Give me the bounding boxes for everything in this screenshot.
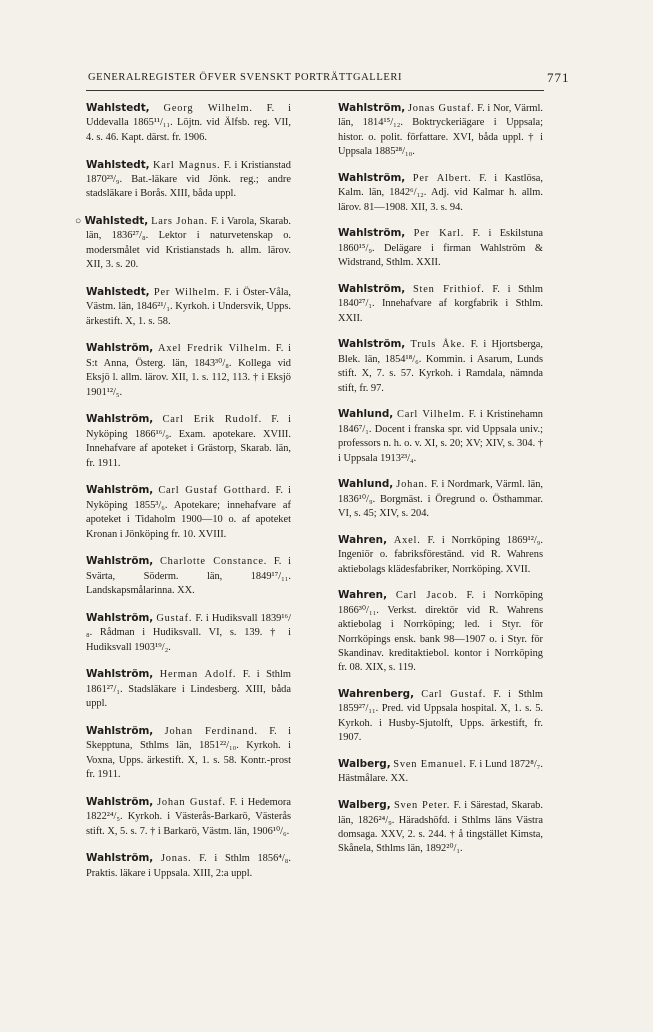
register-entry [338, 533, 543, 577]
entry-surname: Wahlund, [338, 478, 394, 491]
entry-surname: Wahlstedt, [86, 158, 150, 171]
header-rule [86, 90, 544, 91]
register-entry [338, 757, 543, 787]
entry-text: F. i S:t Anna, Österg. län, 1843³⁰/₈. Kollega vid Eksjö l. allm. lärov. XII, 1. s. 112, 113. † i Eksjö 1901¹²/₅. [86, 343, 292, 398]
entry-given-name: Lars Johan. [151, 216, 209, 228]
entry-given-name: Jonas Gustaf. [407, 103, 475, 114]
entry-surname: Wahren, [338, 589, 388, 602]
entry-text: F. i Svärta, Söderm. län, 1849¹⁷/₁₁. Landskapsmålarinna. XX. [86, 556, 291, 597]
entry-given-name: Carl Vilhelm. [396, 409, 465, 421]
entry-surname: Wahlström, [86, 555, 154, 568]
entry-given-name: Sven Peter. [393, 800, 451, 812]
entry-text: F. i Nordmark, Värml. län, 1836¹⁰/₉. Borgmäst. i Öregrund o. Östhammar. VI, s. 45; XIV, s. 204. [338, 479, 543, 520]
entry-text: F. i Uddevalla 1865¹¹/₁₁. Löjtn. vid Älfsb. reg. VII, 4. s. 46. Kapt. därst. fr. 1906. [86, 103, 291, 143]
register-entry [86, 795, 291, 839]
entry-given-name: Per Albert. [412, 172, 472, 184]
entry-surname: Wahlström, [86, 852, 154, 865]
entry-text: F. i Sthlm 1861²⁷/₁. Stadsläkare i Lindesberg. XIII, båda uppl. [86, 669, 291, 710]
register-entry [338, 798, 543, 857]
entry-given-name: Sven Emanuel. [393, 759, 467, 770]
register-entry [338, 407, 543, 466]
register-entry [75, 214, 291, 273]
entry-text: F. i Varola, Skarab. län, 1836²⁷/₈. Lektor i naturvetenskap o. modersmålet vid Kristianstads h. allm. lärov. XII, 3. s. 20. [86, 216, 291, 271]
entry-surname: Wahlstedt, [86, 102, 150, 114]
register-entry [338, 687, 543, 746]
entry-surname: Wahlström, [338, 227, 406, 240]
register-entry [86, 851, 291, 881]
register-entry [86, 101, 291, 145]
entry-given-name: Sten Frithiof. [412, 283, 485, 295]
entry-given-name: Johan Gustaf. [157, 796, 226, 808]
entry-surname: Walberg, [338, 799, 391, 812]
entry-text: F. i Nyköping 1855³/₆. Apotekare; innehafvare af apoteket i Tidaholm 1900—10 o. af apoteket Kronan i Jönköping fr. 10. XVIII. [86, 485, 291, 540]
entry-surname: Wahlund, [338, 408, 394, 421]
entry-marker: ○ [75, 216, 82, 228]
entry-surname: Wahlström, [86, 724, 154, 737]
entry-given-name: Per Karl. [413, 228, 465, 240]
entry-given-name: Axel Fredrik Vilhelm. [158, 343, 272, 355]
right-column [338, 101, 543, 868]
entry-given-name: Johan. [396, 479, 428, 491]
page-number: 771 [547, 70, 570, 85]
entry-surname: Wahlström, [338, 282, 406, 295]
entry-given-name: Herman Adolf. [159, 669, 237, 681]
entry-surname: Wahlström, [86, 795, 154, 808]
entry-given-name: Carl Erik Rudolf. [162, 414, 262, 426]
entry-text: F. i Sthlm 1859²⁷/₁₁. Pred. vid Uppsala hospital. X, 1. s. 5. Kyrkoh. i Husby-Sjutolft, Upps. ärkestift, fr. 1907. [338, 689, 543, 744]
entry-text: F. i Skepptuna, Sthlms län, 1851²²/₁₀. Kyrkoh. i Voxna, Upps. ärkestift. X, 1. s. 58. Kontr.-prost fr. 1911. [86, 725, 291, 780]
register-entry [338, 226, 543, 270]
entry-text: F. i Kristinehamn 1846⁷/₁. Docent i franska spr. vid Uppsala univ.; professors n. h. o. v. XI, s. 20; XV; XIV, s. 304. † i Uppsala 1913²³/₄. [338, 409, 544, 464]
entry-text: F. i Eskilstuna 1860¹⁵/₉. Delägare i firman Wahlström & Widstrand, Sthlm. XXII. [338, 228, 544, 269]
entry-given-name: Carl Gustaf Gotthard. [158, 485, 271, 497]
entry-surname: Walberg, [338, 758, 391, 770]
running-header: GENERALREGISTER ÖFVER SVENSKT PORTRÄTTGALLERI [88, 72, 403, 83]
entry-surname: Wahlström, [86, 342, 154, 355]
entry-given-name: Per Wilhelm. [153, 286, 220, 298]
register-entry [86, 412, 291, 471]
register-entry [86, 483, 291, 542]
entry-given-name: Jonas. [160, 853, 192, 865]
entry-text: F. i Sthlm 1856⁴/₈. Praktis. läkare i Uppsala. XIII, 2:a uppl. [86, 853, 291, 879]
register-entry [338, 282, 543, 326]
register-entry [338, 588, 543, 675]
entry-surname: Wahlström, [338, 102, 406, 114]
entry-given-name: Johan Ferdinand. [164, 725, 258, 737]
entry-given-name: Axel. [393, 534, 421, 546]
register-entry [86, 158, 291, 202]
entry-surname: Wahren, [338, 533, 388, 546]
entry-text: F. i Hedemora 1822²⁴/₅. Kyrkoh. i Västerås-Barkarö, Västerås stift. X, 5. s. 7. † i Barkarö, Västm. län, 1906¹⁰/₆. [86, 796, 292, 837]
entry-text: F. i Kastlösa, Kalm. län, 1842⁶/₁₂. Adj. vid Kalmar h. allm. lärov. 81—1908. XII, 3. s. 94. [338, 172, 543, 213]
entry-surname: Wahlström, [86, 668, 154, 681]
entry-surname: Wahlström, [338, 338, 406, 351]
register-entry [86, 341, 291, 400]
register-entry [338, 171, 543, 215]
entry-surname: Wahlström, [86, 484, 154, 497]
register-entry [86, 554, 291, 598]
register-entry [338, 101, 543, 160]
register-entry [338, 477, 543, 521]
entry-given-name: Karl Magnus. [152, 159, 221, 171]
entry-given-name: Georg Wilhelm. [163, 103, 253, 114]
entry-text: F. i Hjortsberga, Blek. län, 1854¹⁸/₆. Kommin. i Asarum, Lunds stift. X, 7. s. 57. Kyrkoh. i Ramdala, nämnda stift, fr. 97. [338, 339, 543, 394]
register-entry [86, 667, 291, 711]
entry-given-name: Charlotte Constance. [159, 556, 268, 568]
entry-text: F. i Kristianstad 1870²³/₉. Bat.-läkare vid Jönk. reg.; andre stadsläkare i Borås. XIII, båda uppl. [86, 159, 291, 200]
entry-text: F. i Särestad, Skarab. län, 1826²⁴/₉. Häradshöfd. i Sthlms läns Västra domsaga. XXV, 2. s. 244. † å tingstället Kimsta, Skånela, Sthlms län, 1892²⁰/₁. [338, 800, 543, 855]
entry-text: F. i Öster-Våla, Västm. län, 1846²¹/₁. Kyrkoh. i Undersvik, Upps. ärkestift. X, 1. s. 58. [86, 286, 291, 327]
entry-surname: Wahlström, [86, 611, 154, 624]
entry-text: F. i Norrköping 1866³⁰/₁₁. Verkst. direktör vid R. Wahrens aktiebolag i Norrköping; led. i Styr. för Norrköpings ensk. bank 98—1907 o. i Styr. för Skandinav. kreditaktiebol. kontor i Norrköping fr. 08. XIX, s. 119. [338, 590, 543, 674]
entry-text: F. i Sthlm 1840²⁷/₁. Innehafvare af korgfabrik i Sthlm. XXII. [338, 283, 543, 324]
entry-given-name: Carl Gustaf. [421, 689, 487, 701]
register-entry [86, 611, 291, 655]
register-entry [338, 337, 543, 396]
register-entry [86, 724, 291, 783]
entry-given-name: Truls Åke. [410, 339, 466, 351]
entry-surname: Wahlström, [86, 413, 154, 426]
entry-surname: Wahlstedt, [86, 285, 150, 298]
entry-surname: Wahlström, [338, 171, 406, 184]
entry-text: F. i Lund 1872⁸/₇. Hästmålare. XX. [338, 759, 543, 785]
entry-surname: Wahlstedt, [84, 215, 149, 228]
entry-given-name: Carl Jacob. [395, 590, 458, 602]
entry-text: F. i Nor, Värml. län, 1814¹⁵/₁₂. Boktryckeriägare i Uppsala; histor. o. polit. författare. XVI, båda uppl. † i Uppsala 1885²⁸/₁₀. [338, 103, 543, 158]
entry-text: F. i Norrköping 1869¹²/₉. Ingeniör o. fabriksföreständ. vid R. Wahrens aktiebolags klädesfabriker, Norrköping. XVII. [338, 534, 543, 575]
entry-text: F. i Nyköping 1866¹⁶/₉. Exam. apotekare. XVIII. Innehafvare af apoteket i Grästorp, Skarab. län, fr. 1911. [86, 414, 291, 469]
left-column [75, 101, 292, 893]
entry-text: F. i Hudiksvall 1839¹⁶/₈. Rådman i Hudiksvall. VI, s. 139. † i Hudiksvall 1903¹⁹/₂. [86, 612, 291, 653]
register-entry [86, 285, 291, 329]
entry-surname: Wahrenberg, [338, 688, 415, 701]
entry-given-name: Gustaf. [156, 612, 193, 624]
